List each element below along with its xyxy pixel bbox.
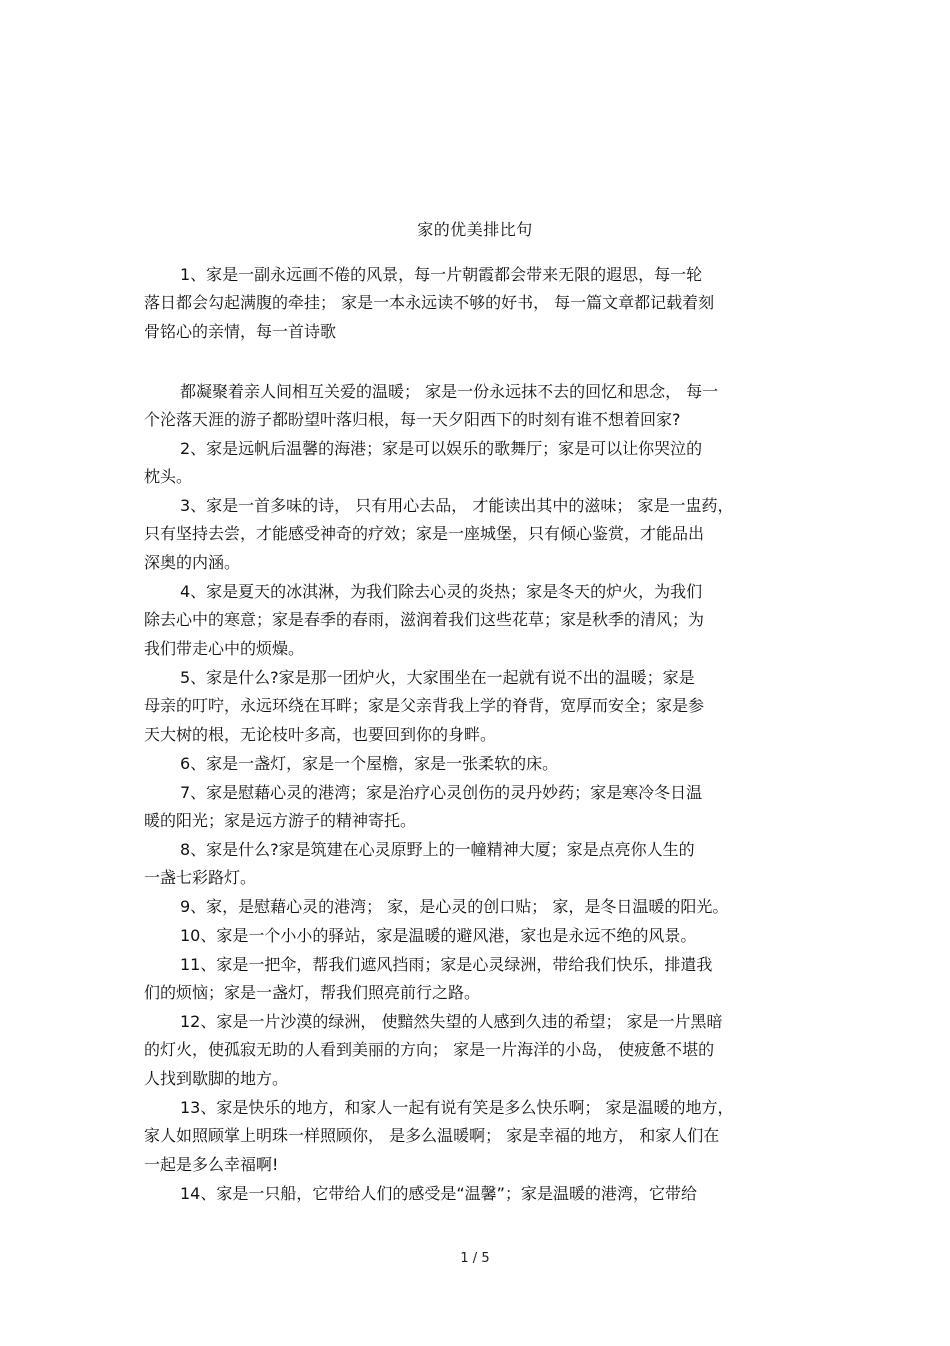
page-number: 1 / 5 [460,1251,490,1266]
text-line: 7、家是慰藉心灵的港湾；家是治疗心灵创伤的灵丹妙药；家是寒冷冬日温 [180,783,703,802]
text-line: 深奥的内涵。 [144,553,241,572]
text-line: 12、家是一片沙漠的绿洲， 使黯然失望的人感到久违的希望； 家是一片黑暗 [180,1012,723,1031]
text-line: 1、家是一副永远画不倦的风景，每一片朝霞都会带来无限的遐思，每一轮 [180,265,703,284]
text-line: 2、家是远帆后温馨的海港；家是可以娱乐的歌舞厅；家是可以让你哭泣的 [180,439,703,458]
text-line: 个沦落天涯的游子都盼望叶落归根，每一天夕阳西下的时刻有谁不想着回家? [144,410,681,429]
text-line: 家人如照顾掌上明珠一样照顾你， 是多么温暖啊； 家是幸福的地方， 和家人们在 [144,1126,720,1145]
text-line: 一盏七彩路灯。 [144,868,257,887]
text-line: 除去心中的寒意；家是春季的春雨，滋润着我们这些花草；家是秋季的清风；为 [144,610,705,629]
document-title: 家的优美排比句 [417,220,533,239]
text-line: 母亲的叮咛，永远环绕在耳畔；家是父亲背我上学的脊背，宽厚而安全；家是参 [144,696,705,715]
text-line: 8、家是什么?家是筑建在心灵原野上的一幢精神大厦；家是点亮你人生的 [180,840,695,859]
text-line: 天大树的根，无论枝叶多高，也要回到你的身畔。 [144,725,497,744]
text-line: 的灯火，使孤寂无助的人看到美丽的方向； 家是一片海洋的小岛， 使疲惫不堪的 [144,1040,715,1059]
text-line: 我们带走心中的烦燥。 [144,639,305,658]
text-line: 都凝聚着亲人间相互关爱的温暖； 家是一份永远抹不去的回忆和思念， 每一 [180,382,719,401]
text-line: 4、家是夏天的冰淇淋，为我们除去心灵的炎热；家是冬天的炉火，为我们 [180,582,703,601]
text-line: 暖的阳光；家是远方游子的精神寄托。 [144,811,417,830]
text-line: 只有坚持去尝，才能感受神奇的疗效；家是一座城堡，只有倾心鉴赏，才能品出 [144,524,705,543]
text-line: 一起是多么幸福啊! [144,1155,279,1174]
text-line: 枕头。 [144,467,193,486]
text-line: 10、家是一个小小的驿站，家是温暖的避风港，家也是永远不绝的风景。 [180,926,697,945]
text-line: 9、家，是慰藉心灵的港湾； 家，是心灵的创口贴； 家，是冬日温暖的阳光。 [180,897,729,916]
text-line: 人找到歇脚的地方。 [144,1069,289,1088]
text-line: 们的烦恼；家是一盏灯，帮我们照亮前行之路。 [144,983,481,1002]
text-line: 3、家是一首多味的诗， 只有用心去品， 才能读出其中的滋味； 家是一盅药， [180,496,734,515]
text-line: 6、家是一盏灯，家是一个屋檐，家是一张柔软的床。 [180,754,559,773]
text-line: 14、家是一只船，它带给人们的感受是“温馨”；家是温暖的港湾，它带给 [180,1184,697,1203]
text-line: 骨铭心的亲情，每一首诗歌 [144,322,337,341]
text-line: 落日都会勾起满腹的牵挂； 家是一本永远读不够的好书， 每一篇文章都记载着刻 [144,293,715,312]
text-line: 13、家是快乐的地方，和家人一起有说有笑是多么快乐啊； 家是温暖的地方， [180,1098,734,1117]
text-line: 5、家是什么?家是那一团炉火，大家围坐在一起就有说不出的温暖；家是 [180,668,695,687]
text-line: 11、家是一把伞，帮我们遮风挡雨；家是心灵绿洲，带给我们快乐，排遣我 [180,955,713,974]
